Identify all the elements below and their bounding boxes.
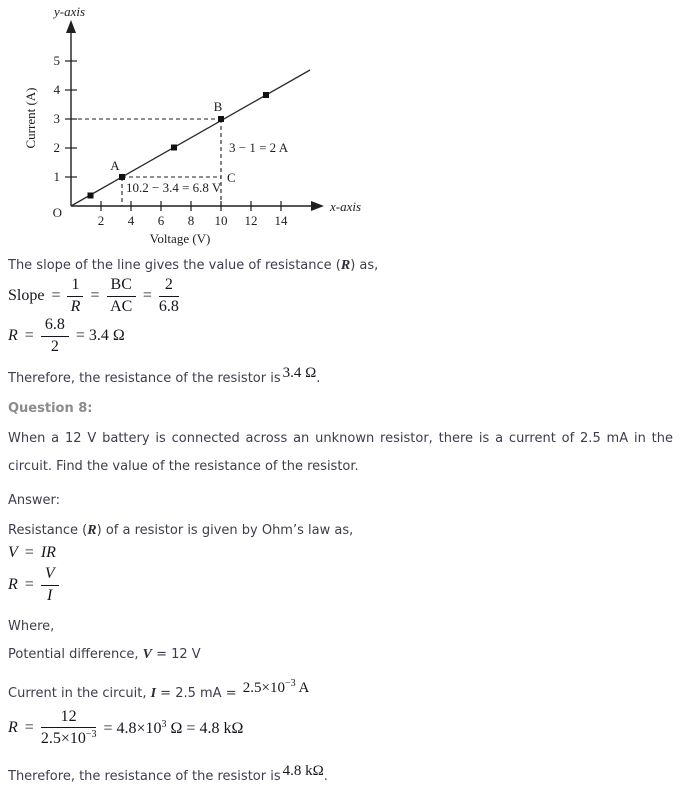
equals-sign: = [51,287,61,304]
conclusion-2 [8,763,673,787]
equals-sign: = [90,287,100,304]
fraction-denominator [41,728,97,748]
slope-formula [8,276,673,316]
conclusion-2-text: Therefore, the resistance of the resistor is [8,769,281,784]
equals-sign: = [24,327,34,344]
x-tick-label: 4 [127,213,135,228]
equals-sign: = [24,576,34,593]
ohms-law-intro-pre: Resistance ( [8,523,88,538]
question-8-label: Question 8: [8,401,93,416]
data-point-B [218,116,224,122]
y-tick-label: 5 [53,53,60,68]
fraction-numerator: 12 [41,708,97,728]
current-mid: = 2.5 mA = [156,686,241,701]
x-axis-arrow-label: x-axis [330,199,362,214]
denominator-coefficient: 2.5×10 [40,730,86,747]
y-axis-arrowhead-icon [66,20,76,33]
slope-intro-pre: The slope of the line gives the value of resistance ( [8,258,341,273]
potential-var: V [142,647,152,662]
conclusion-2-value: 4.8 kΩ [282,763,324,779]
iv-graph-figure [8,0,673,252]
fraction-denominator: R [70,297,81,315]
data-point [88,193,94,199]
slope-intro-post: ) as, [350,258,379,273]
annotation-voltage-difference: 10.2 − 3.4 = 6.8 V [126,180,222,195]
x-tick-label: 12 [244,213,258,228]
answer-label: Answer: [8,493,61,508]
fraction-12-over-current [41,708,97,749]
fraction-V-over-I [41,565,59,605]
result-tail: Ω = 4.8 kΩ [166,719,244,737]
current-var: I [150,686,157,701]
x-tick-label: 14 [274,213,288,228]
potential-difference-line [8,645,673,665]
resistance-calculation-formula [8,704,673,752]
denominator-exponent: −3 [85,729,97,740]
conclusion-1 [8,365,673,389]
fraction-denominator: AC [110,297,133,315]
origin-label: O [52,205,62,220]
y-tick-label: 2 [53,140,60,155]
fraction-BC-over-AC [107,276,136,316]
equals-sign: = [24,544,34,561]
conclusion-1-period: . [316,371,321,386]
current-resistance-product: IR [40,544,56,561]
current-value [243,680,310,696]
current-unit: A [295,680,310,696]
conclusion-1-value: 3.4 Ω [282,365,317,381]
fraction-numerator: 2 [159,276,179,296]
fraction-numerator: V [41,565,59,585]
x-tick-label: 8 [187,213,195,228]
current-coefficient: 2.5×10 [242,680,285,696]
ohms-law-intro-var: R [87,523,97,538]
fraction-6p8-over-2 [41,316,69,356]
fraction-numerator: 1 [67,276,83,296]
potential-pre: Potential difference, [8,647,143,662]
point-label-B: B [213,99,223,114]
where-label: Where, [8,619,55,634]
equals-sign: = [142,287,152,304]
x-tick-label: 2 [97,213,105,228]
x-axis-arrowhead-icon [311,201,324,211]
y-axis-arrow-label: y-axis [54,4,86,19]
resistance-definition-formula [8,565,673,605]
ohms-law-intro-post: ) of a resistor is given by Ohm’s law as, [96,523,354,538]
resistance-var: R [8,327,18,344]
voltage-var: V [8,544,18,561]
x-tick-label: 10 [214,213,228,228]
y-tick-label: 1 [53,169,60,184]
result-mid: = 4.8×10 [103,719,162,737]
ohms-law-intro [8,521,673,541]
slope-intro-var: R [340,258,351,273]
resistance-result-formula [8,316,673,356]
x-tick-label: 6 [157,213,165,228]
point-label-C: C [227,170,236,185]
resistance-var: R [8,719,18,736]
ohms-law-formula [8,541,673,565]
data-point [263,92,269,98]
current-pre: Current in the circuit, [8,686,151,701]
iv-graph [8,0,388,252]
fraction-one-over-R [67,276,83,316]
y-tick-label: 3 [53,111,60,126]
y-tick-label: 4 [53,82,60,97]
question-8-text: When a 12 V battery is connected across an unknown resistor, there is a current of 2.5 mA in the circuit. Find the value of the resistance of the resistor. [8,431,673,474]
fraction-denominator: I [47,586,53,604]
y-axis-title: Current (A) [23,87,38,149]
equals-sign: = [24,719,34,736]
data-point-A [119,174,125,180]
fraction-numerator: 6.8 [41,316,69,336]
current-line [8,679,673,704]
resistance-var: R [8,576,18,593]
current-exponent: −3 [284,678,296,689]
data-point [171,145,177,151]
conclusion-2-period: . [323,769,328,784]
point-label-A: A [110,158,120,173]
fraction-denominator: 2 [50,337,59,355]
conclusion-1-text: Therefore, the resistance of the resistor is [8,371,281,386]
resistance-result: = 3.4 Ω [75,327,125,344]
x-axis-title: Voltage (V) [149,231,211,246]
calculation-result [103,719,243,738]
annotation-current-difference: 3 − 1 = 2 A [229,140,289,155]
fraction-numerator: BC [107,276,136,296]
potential-post: = 12 V [151,647,201,662]
slope-formula-lhs: Slope [8,287,45,304]
result-exponent: 3 [161,718,167,730]
fraction-denominator: 6.8 [158,297,179,315]
slope-intro-line [8,256,673,276]
fraction-2-over-6p8 [159,276,179,316]
